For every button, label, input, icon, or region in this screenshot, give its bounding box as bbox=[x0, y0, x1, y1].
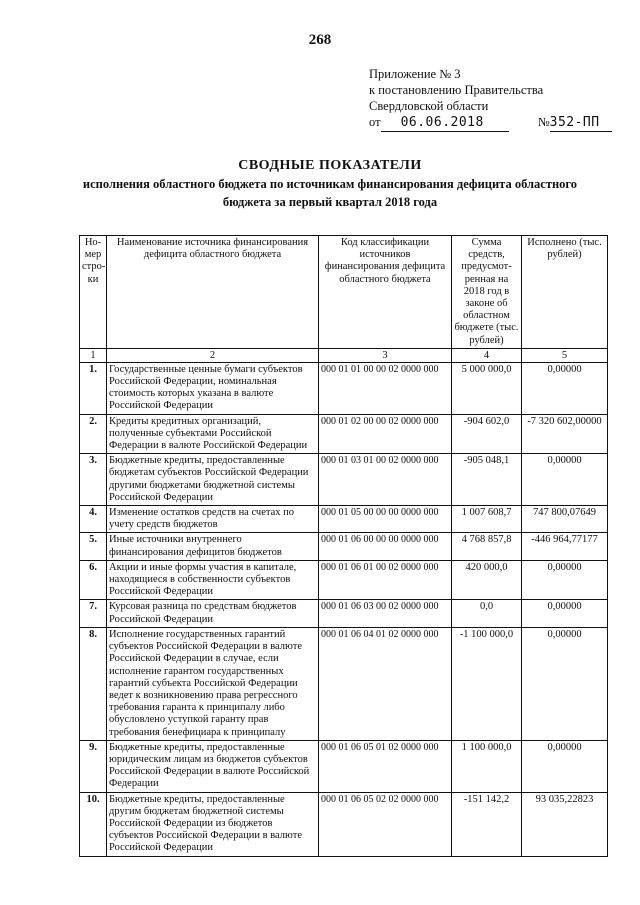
appendix-line-2: к постановлению Правительства bbox=[369, 83, 544, 97]
row-number-cell: 3. bbox=[80, 454, 107, 506]
from-label: от bbox=[369, 115, 381, 129]
table-row bbox=[80, 740, 608, 792]
row-number-cell: 8. bbox=[80, 627, 107, 740]
row-sum-cell: -151 142,2 bbox=[452, 792, 522, 856]
row-code-cell: 000 01 02 00 00 02 0000 000 bbox=[319, 414, 452, 454]
index-cell: 3 bbox=[319, 348, 452, 362]
table-row bbox=[80, 533, 608, 560]
header-name: Наименование источника финансирования дефицита областного бюджета bbox=[107, 236, 319, 349]
row-sum-cell: 0,0 bbox=[452, 600, 522, 627]
row-name-cell: Иные источники внутреннего финансирования дефицитов бюджетов bbox=[107, 533, 319, 560]
row-name-cell: Курсовая разница по средствам бюджетов Российской Федерации bbox=[107, 600, 319, 627]
table-row bbox=[80, 600, 608, 627]
row-sum-cell: -904 602,0 bbox=[452, 414, 522, 454]
table-row bbox=[80, 414, 608, 454]
row-number-cell: 2. bbox=[80, 414, 107, 454]
row-sum-cell: 4 768 857,8 bbox=[452, 533, 522, 560]
budget-table bbox=[79, 235, 608, 857]
row-code-cell: 000 01 06 05 01 02 0000 000 bbox=[319, 740, 452, 792]
row-done-cell: 0,00000 bbox=[522, 600, 608, 627]
document-title bbox=[50, 158, 610, 210]
row-number-cell: 10. bbox=[80, 792, 107, 856]
row-name-cell: Акции и иные формы участия в капитале, находящиеся в собственности субъектов Российской Федерации bbox=[107, 560, 319, 600]
index-cell: 5 bbox=[522, 348, 608, 362]
table-row bbox=[80, 454, 608, 506]
appendix-line-3: Свердловской области bbox=[369, 99, 489, 113]
row-done-cell: 747 800,07649 bbox=[522, 506, 608, 533]
row-sum-cell: -1 100 000,0 bbox=[452, 627, 522, 740]
row-name-cell: Бюджетные кредиты, предоставленные юридическим лицам из бюджетов субъектов Российской Федерации в валюте Российской Федерации bbox=[107, 740, 319, 792]
row-done-cell: -7 320 602,00000 bbox=[522, 414, 608, 454]
row-number-cell: 9. bbox=[80, 740, 107, 792]
row-number-cell: 7. bbox=[80, 600, 107, 627]
page-number: 268 bbox=[308, 32, 332, 48]
row-sum-cell: -905 048,1 bbox=[452, 454, 522, 506]
row-code-cell: 000 01 06 01 00 02 0000 000 bbox=[319, 560, 452, 600]
row-number-cell: 1. bbox=[80, 362, 107, 414]
table-row bbox=[80, 506, 608, 533]
index-cell: 2 bbox=[107, 348, 319, 362]
row-code-cell: 000 01 06 05 02 02 0000 000 bbox=[319, 792, 452, 856]
index-cell: 4 bbox=[452, 348, 522, 362]
row-name-cell: Изменение остатков средств на счетах по учету средств бюджетов bbox=[107, 506, 319, 533]
row-sum-cell: 5 000 000,0 bbox=[452, 362, 522, 414]
header-num: Но-мер стро-ки bbox=[80, 236, 107, 349]
row-done-cell: 0,00000 bbox=[522, 454, 608, 506]
table-row bbox=[80, 362, 608, 414]
title-line-1: исполнения областного бюджета по источникам финансирования дефицита областного bbox=[82, 177, 578, 191]
row-code-cell: 000 01 05 00 00 00 0000 000 bbox=[319, 506, 452, 533]
row-code-cell: 000 01 03 01 00 02 0000 000 bbox=[319, 454, 452, 506]
header-done: Исполнено (тыс. рублей) bbox=[522, 236, 608, 349]
title-main: СВОДНЫЕ ПОКАЗАТЕЛИ bbox=[238, 158, 422, 173]
row-name-cell: Бюджетные кредиты, предоставленные другим бюджетам бюджетной системы Российской Федерации из бюджетов субъектов Российской Федерации в валюте Российской Федерации bbox=[107, 792, 319, 856]
table-header-row bbox=[80, 236, 608, 349]
table-row bbox=[80, 792, 608, 856]
index-cell: 1 bbox=[80, 348, 107, 362]
row-number-cell: 4. bbox=[80, 506, 107, 533]
header-code: Код классификации источников финансирования дефицита областного бюджета bbox=[319, 236, 452, 349]
row-code-cell: 000 01 06 00 00 00 0000 000 bbox=[319, 533, 452, 560]
row-number-cell: 6. bbox=[80, 560, 107, 600]
header-sum: Сумма средств, предусмот-ренная на 2018 год в законе об областном бюджете (тыс. рублей) bbox=[452, 236, 522, 349]
row-done-cell: 93 035,22823 bbox=[522, 792, 608, 856]
row-code-cell: 000 01 06 03 00 02 0000 000 bbox=[319, 600, 452, 627]
row-number-cell: 5. bbox=[80, 533, 107, 560]
table-index-row bbox=[80, 348, 608, 362]
row-name-cell: Кредиты кредитных организаций, полученные субъектами Российской Федерации в валюте Российской Федерации bbox=[107, 414, 319, 454]
number-label: № bbox=[537, 115, 550, 129]
row-done-cell: 0,00000 bbox=[522, 362, 608, 414]
appendix-line-1: Приложение № 3 bbox=[369, 67, 461, 81]
resolution-date: 06.06.2018 bbox=[381, 115, 509, 132]
appendix-block bbox=[369, 66, 612, 132]
row-done-cell: -446 964,77177 bbox=[522, 533, 608, 560]
row-sum-cell: 1 100 000,0 bbox=[452, 740, 522, 792]
table-row bbox=[80, 560, 608, 600]
row-done-cell: 0,00000 bbox=[522, 560, 608, 600]
row-name-cell: Бюджетные кредиты, предоставленные бюджетам субъектов Российской Федерации другими бюджетами бюджетной системы Российской Федерации bbox=[107, 454, 319, 506]
resolution-number: 352-ПП bbox=[550, 115, 612, 132]
row-sum-cell: 1 007 608,7 bbox=[452, 506, 522, 533]
row-name-cell: Государственные ценные бумаги субъектов Российской Федерации, номинальная стоимость которых указана в валюте Российской Федерации bbox=[107, 362, 319, 414]
row-name-cell: Исполнение государственных гарантий субъектов Российской Федерации в валюте Российской Федерации в случае, если исполнение гарантом государственных гарантий субъекта Российской Федерации ведет к возникновению права регрессного требования гаранта к принципалу либо обусловлено уступкой гаранту прав требования бенефициара к принципалу bbox=[107, 627, 319, 740]
row-done-cell: 0,00000 bbox=[522, 740, 608, 792]
row-sum-cell: 420 000,0 bbox=[452, 560, 522, 600]
row-done-cell: 0,00000 bbox=[522, 627, 608, 740]
table-row bbox=[80, 627, 608, 740]
row-code-cell: 000 01 01 00 00 02 0000 000 bbox=[319, 362, 452, 414]
title-line-2: бюджета за первый квартал 2018 года bbox=[222, 195, 438, 209]
row-code-cell: 000 01 06 04 01 02 0000 000 bbox=[319, 627, 452, 740]
appendix-date-line bbox=[369, 114, 612, 132]
